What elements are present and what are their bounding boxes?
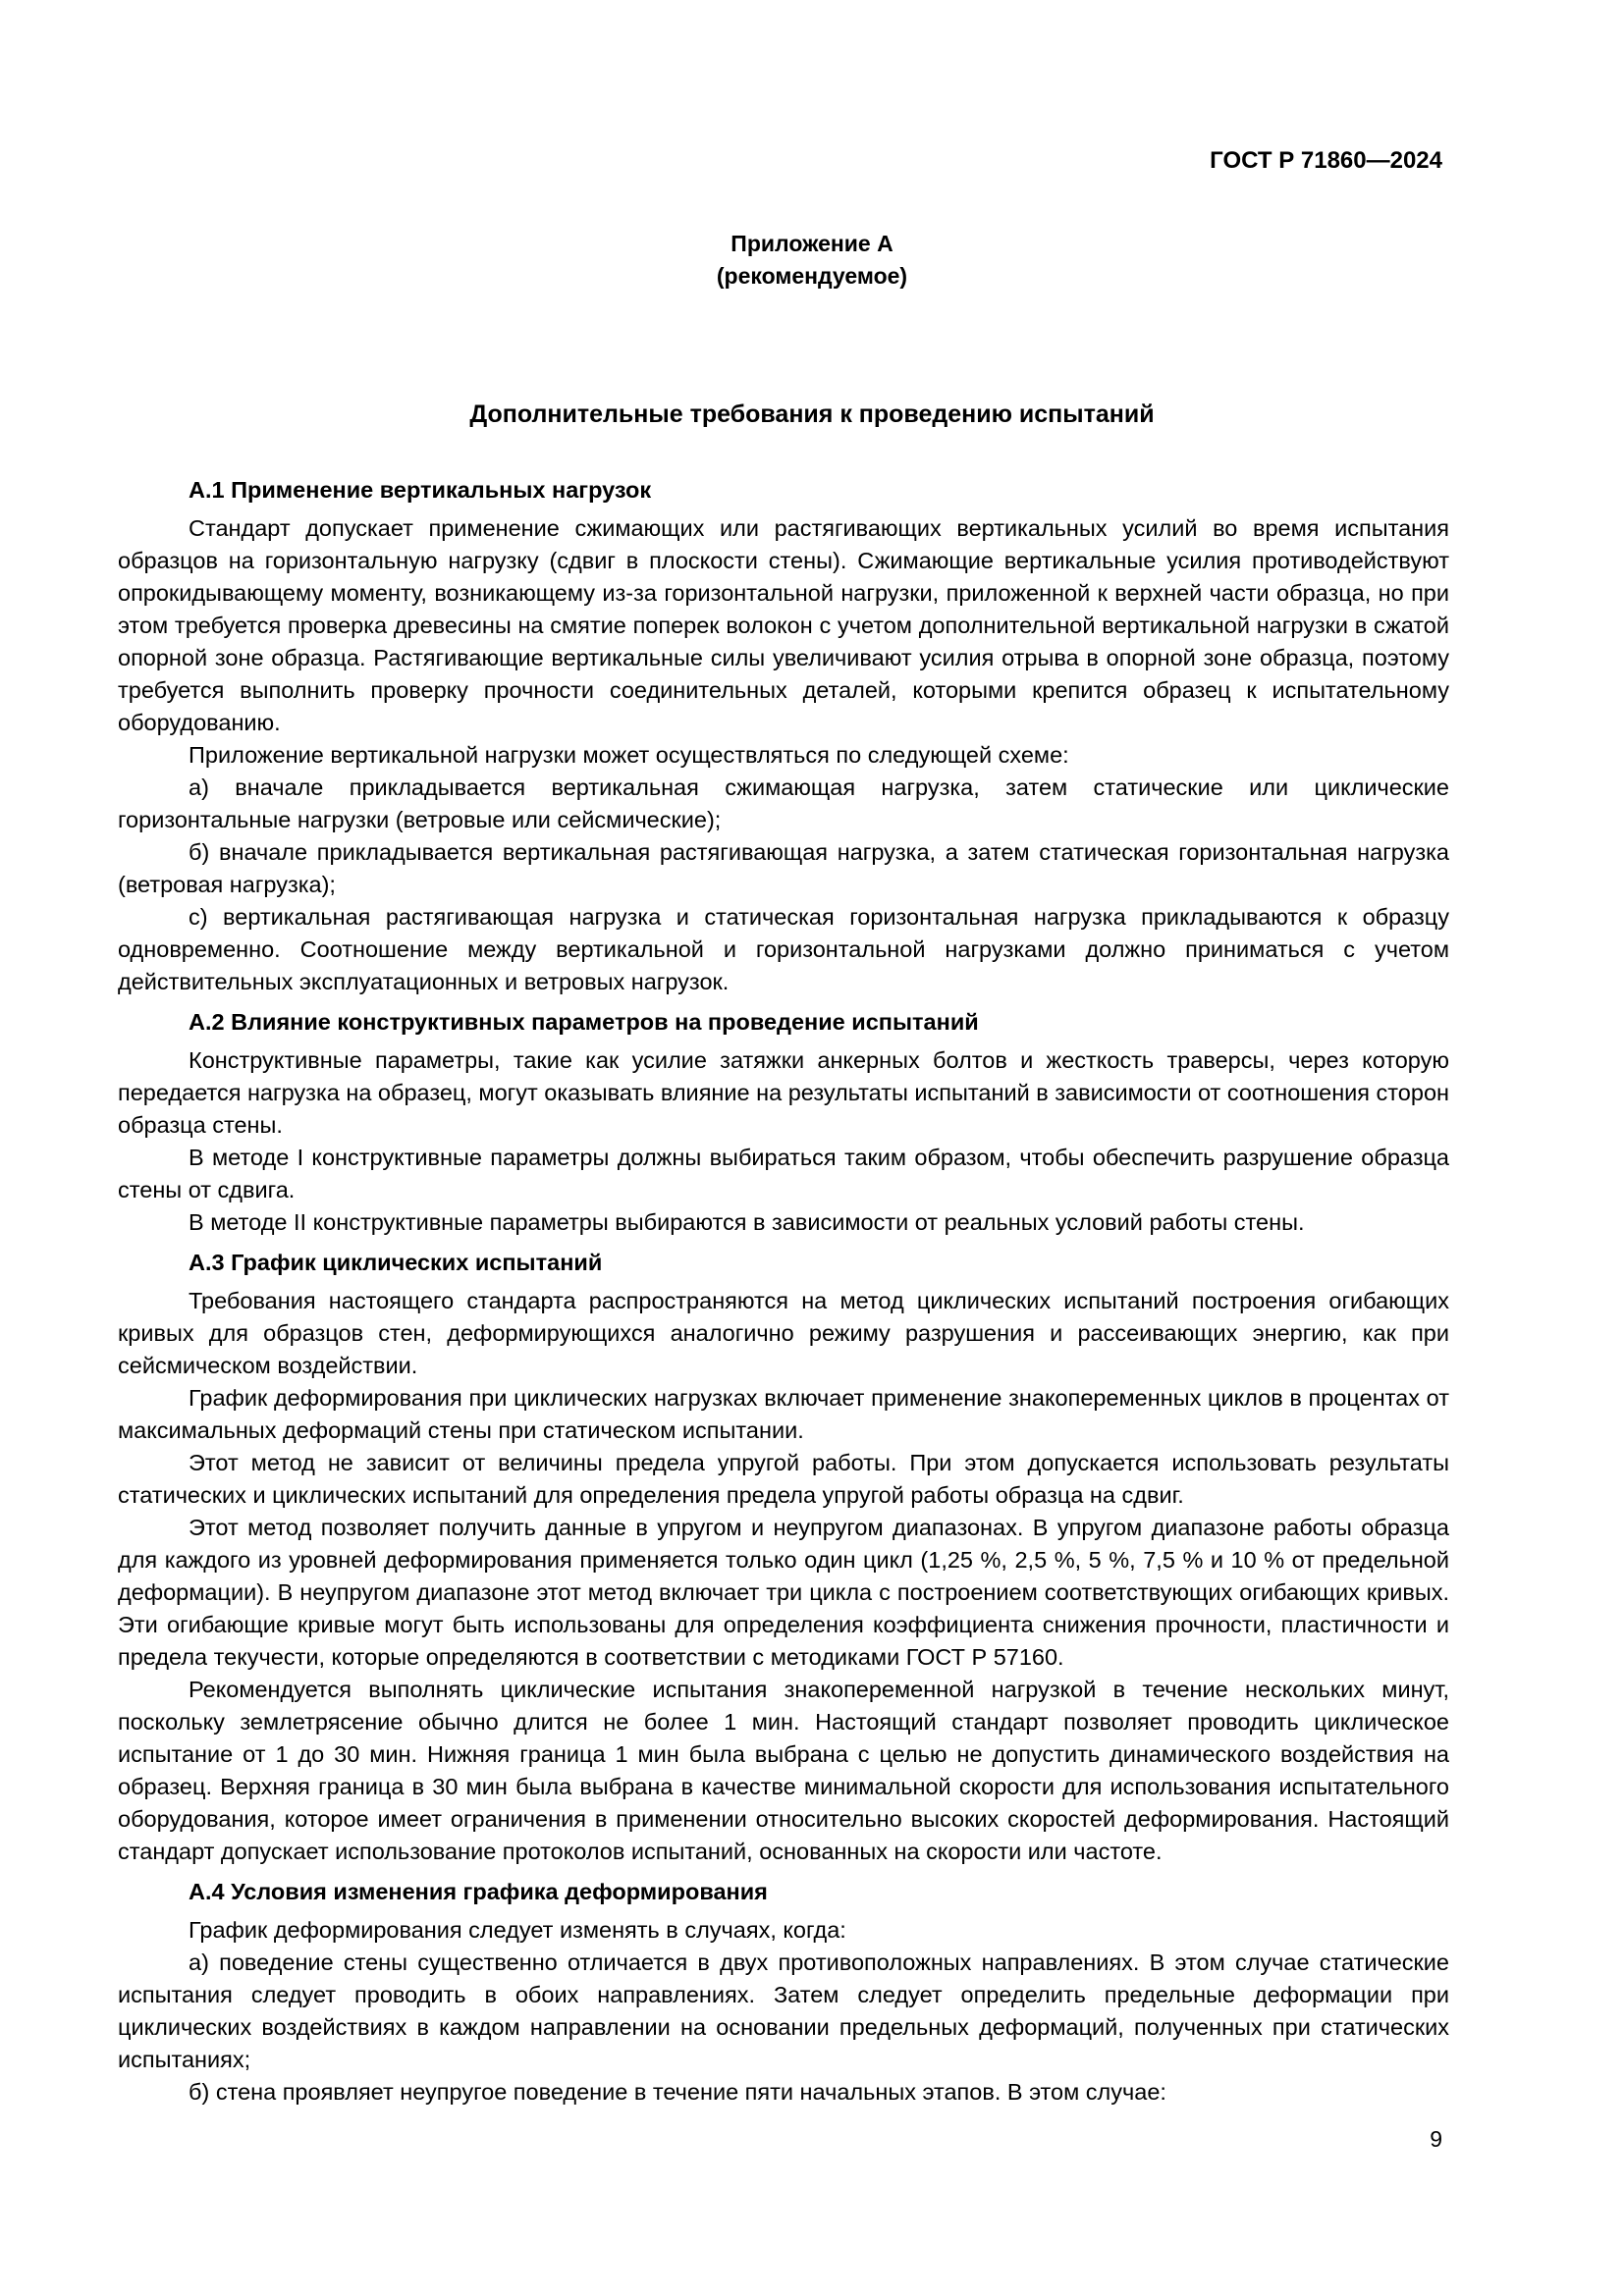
paragraph: Рекомендуется выполнять циклические испытания знакопеременной нагрузкой в течение нескольких минут, поскольку землетрясение обычно длится не более 1 мин. Настоящий стандарт позволяет проводить циклическое испытание от 1 до 30 мин. Нижняя граница 1 мин была выбрана с целью не допустить динамического воздействия на образец. Верхняя граница в 30 мин была выбрана в качестве минимальной скорости для использования испытательного оборудования, которое имеет ограничения в применении относительно высоких скоростей деформирования. Настоящий стандарт допускает использование протоколов испытаний, основанных на скорости или частоте. [118, 1677, 1449, 1864]
list-item: а) вначале прикладывается вертикальная сжимающая нагрузка, затем статические или циклические горизонтальные нагрузки (ветровые или сейсмические); [118, 774, 1449, 832]
document-body [118, 474, 1449, 2109]
section-heading: А.4 Условия изменения графика деформирования [189, 1879, 768, 1904]
section-heading: А.3 График циклических испытаний [189, 1250, 603, 1275]
paragraph: График деформирования следует изменять в случаях, когда: [189, 1917, 846, 1943]
paragraph: Этот метод позволяет получить данные в упругом и неупругом диапазонах. В упругом диапазоне работы образца для каждого из уровней деформирования применяется только один цикл (1,25 %, 2,5 %, 5 %, 7,5 % и 10 % от предельной деформации). В неупругом диапазоне этот метод включает три цикла с построением соответствующих огибающих кривых. Эти огибающие кривые могут быть использованы для определения коэффициента снижения прочности, пластичности и предела текучести, которые определяются в соответствии с методиками ГОСТ Р 57160. [118, 1515, 1449, 1670]
paragraph: Приложение вертикальной нагрузки может осуществляться по следующей схеме: [189, 742, 1069, 768]
list-item: б) стена проявляет неупругое поведение в течение пяти начальных этапов. В этом случае: [189, 2079, 1166, 2105]
paragraph: График деформирования при циклических нагрузках включает применение знакопеременных циклов в процентах от максимальных деформаций стены при статическом испытании. [118, 1385, 1449, 1443]
paragraph: Стандарт допускает применение сжимающих или растягивающих вертикальных усилий во время испытания образцов на горизонтальную нагрузку (сдвиг в плоскости стены). Сжимающие вертикальные усилия противодействуют опрокидывающему моменту, возникающему из-за горизонтальной нагрузки, приложенной к верхней части образца, но при этом требуется проверка древесины на смятие поперек волокон с учетом дополнительной вертикальной нагрузки в сжатой опорной зоне образца. Растягивающие вертикальные силы увеличивают усилия отрыва в опорной зоне образца, поэтому требуется выполнить проверку прочности соединительных деталей, которыми крепится образец к испытательному оборудованию. [118, 515, 1449, 735]
appendix-title: Приложение А [731, 231, 893, 256]
list-item: с) вертикальная растягивающая нагрузка и статическая горизонтальная нагрузка прикладываются к образцу одновременно. Соотношение между вертикальной и горизонтальной нагрузками должно приниматься с учетом действительных эксплуатационных и ветровых нагрузок. [118, 904, 1449, 994]
paragraph: Требования настоящего стандарта распространяются на метод циклических испытаний построения огибающих кривых для образцов стен, деформирующихся аналогично режиму разрушения и рассеивающих энергию, как при сейсмическом воздействии. [118, 1288, 1449, 1378]
document-title: Дополнительные требования к проведению испытаний [469, 400, 1155, 428]
paragraph: Конструктивные параметры, такие как усилие затяжки анкерных болтов и жесткость траверсы, через которую передается нагрузка на образец, могут оказывать влияние на результаты испытаний в зависимости от соотношения сторон образца стены. [118, 1047, 1449, 1138]
section-heading: А.2 Влияние конструктивных параметров на проведение испытаний [189, 1009, 979, 1035]
paragraph: Этот метод не зависит от величины предела упругой работы. При этом допускается использовать результаты статических и циклических испытаний для определения предела упругой работы образца на сдвиг. [118, 1450, 1449, 1508]
list-item: а) поведение стены существенно отличается в двух противоположных направлениях. В этом случае статические испытания следует проводить в обоих направлениях. Затем следует определить предельные деформации при циклических воздействиях в каждом направлении на основании предельных деформаций, полученных при статических испытаниях; [118, 1949, 1449, 2072]
appendix-heading [0, 228, 1624, 293]
standard-header: ГОСТ Р 71860—2024 [1210, 147, 1442, 174]
paragraph: В методе II конструктивные параметры выбираются в зависимости от реальных условий работы стены. [189, 1209, 1305, 1235]
paragraph: В методе I конструктивные параметры должны выбираться таким образом, чтобы обеспечить разрушение образца стены от сдвига. [118, 1145, 1449, 1202]
page-number: 9 [1430, 2126, 1442, 2152]
list-item: б) вначале прикладывается вертикальная растягивающая нагрузка, а затем статическая горизонтальная нагрузка (ветровая нагрузка); [118, 839, 1449, 897]
section-heading: А.1 Применение вертикальных нагрузок [189, 477, 652, 503]
appendix-subtitle: (рекомендуемое) [716, 263, 908, 289]
